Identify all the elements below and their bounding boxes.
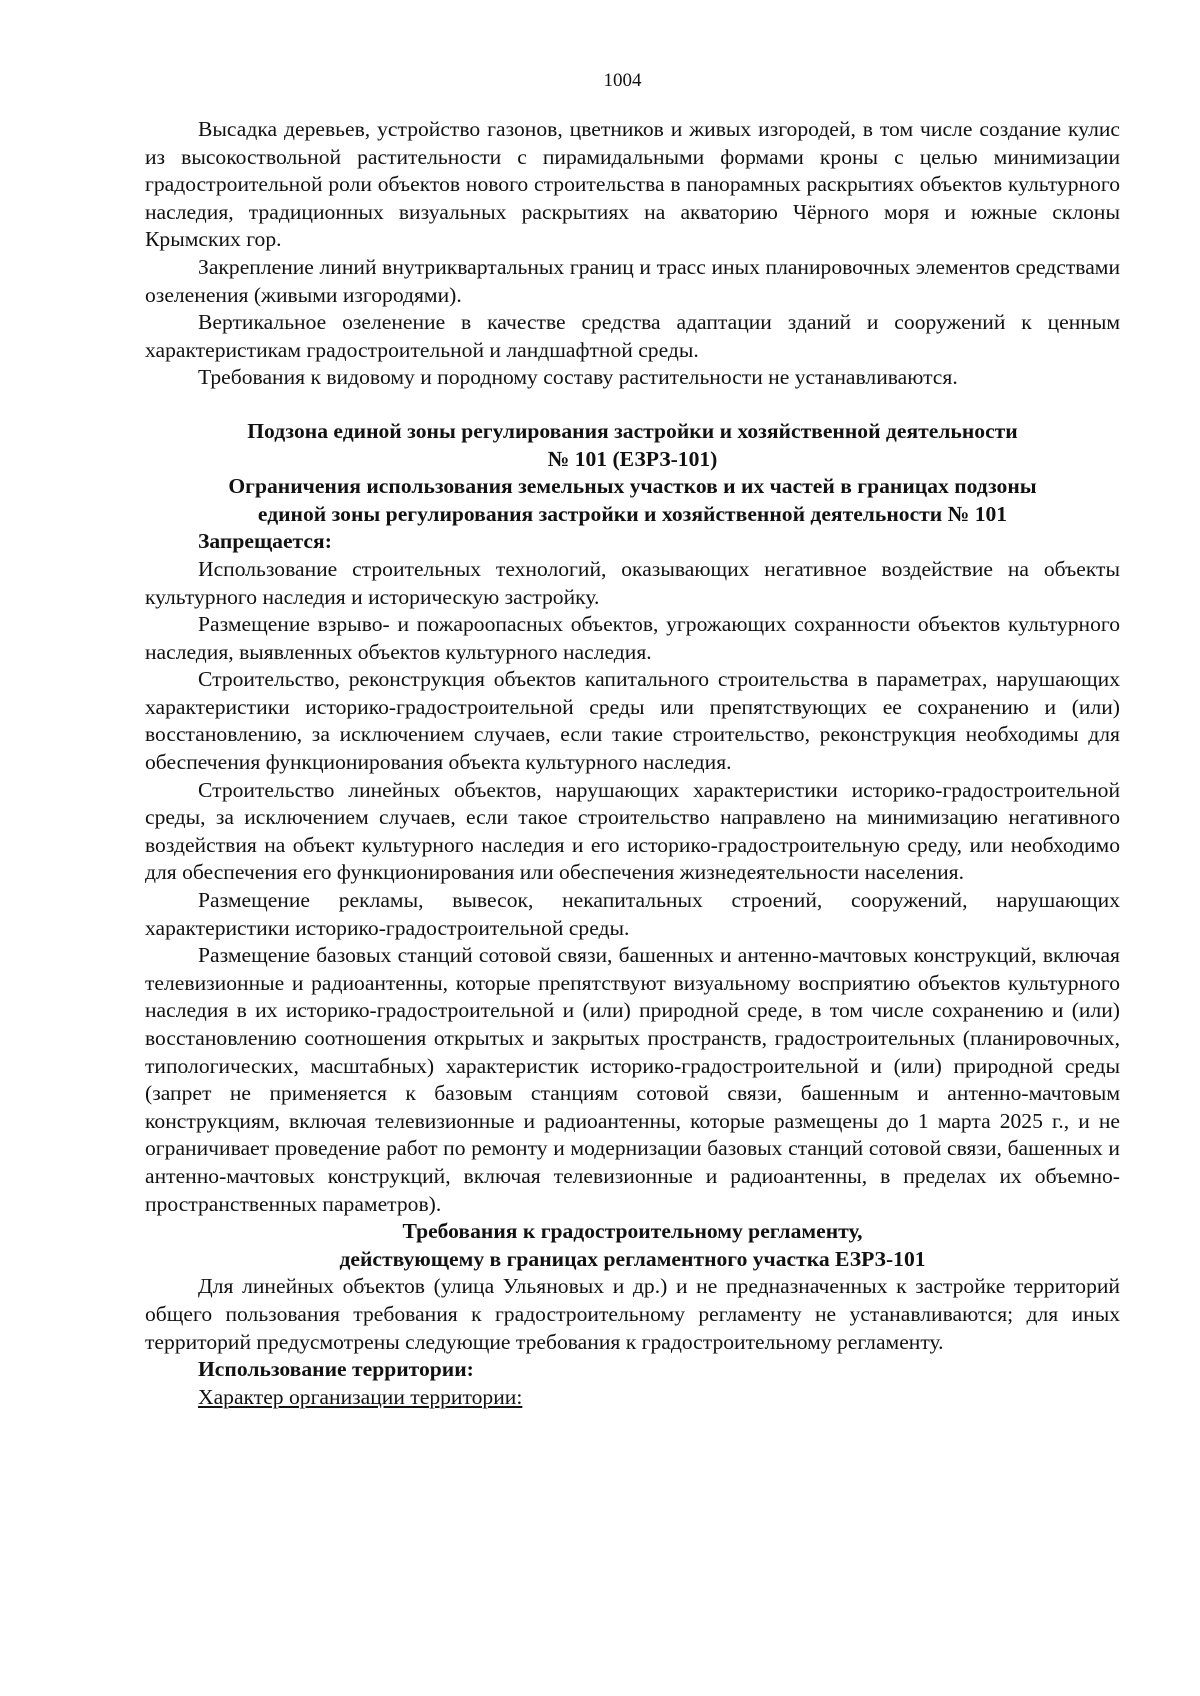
restrictions-title-cont: единой зоны регулирования застройки и хозяйственной деятельности № 101	[257, 501, 1008, 526]
restrictions-title: Ограничения использования земельных участков и их частей в границах подзоны	[228, 474, 1037, 499]
intro-paragraph: Высадка деревьев, устройство газонов, цветников и живых изгородей, в том числе создание кулис из высокоствольной растительности с пирамидальными формами кроны с целью минимизации градостроительной роли объектов нового строительства в панорамных раскрытиях объектов культурного наследия, традиционных визуальных раскрытиях на акваторию Чёрного моря и южные склоны Крымских гор.	[145, 117, 1120, 252]
prohibited-item: Строительство линейных объектов, нарушающих характеристики историко-градостроительной среды, за исключением случаев, если такое строительство направлено на минимизацию негативного воздействия на объект культурного наследия и его историко-градостроительную среду, или необходимо для обеспечения его функционирования или обеспечения жизнедеятельности населения.	[145, 777, 1120, 885]
intro-paragraph: Требования к видовому и породному составу растительности не устанавливаются.	[198, 365, 958, 390]
intro-paragraph: Закрепление линий внутриквартальных границ и трасс иных планировочных элементов средствами озеленения (живыми изгородями).	[145, 254, 1120, 307]
requirements-paragraph: Для линейных объектов (улица Ульяновых и др.) и не предназначенных к застройке территорий общего пользования требования к градостроительному регламенту не устанавливаются; для иных территорий предусмотрены следующие требования к градостроительному регламенту.	[145, 1274, 1120, 1354]
territory-character-label: Характер организации территории:	[198, 1384, 523, 1409]
subzone-title-number: № 101 (ЕЗРЗ-101)	[547, 446, 718, 471]
prohibited-item: Строительство, реконструкция объектов капитального строительства в параметрах, нарушающих характеристики историко-градостроительной среды или препятствующих ее сохранению и (или) восстановлению, за исключением случаев, если такие строительство, реконструкция необходимы для обеспечения функционирования объекта культурного наследия.	[145, 667, 1120, 775]
requirements-title: Требования к градостроительному регламенту,	[402, 1219, 863, 1244]
prohibited-item: Размещение рекламы, вывесок, некапитальных строений, сооружений, нарушающих характеристики историко-градостроительной среды.	[145, 888, 1120, 940]
prohibited-item: Размещение взрыво- и пожароопасных объектов, угрожающих сохранности объектов культурного наследия, выявленных объектов культурного наследия.	[145, 612, 1120, 664]
prohibited-label: Запрещается:	[198, 529, 332, 554]
subzone-title: Подзона единой зоны регулирования застройки и хозяйственной деятельности	[247, 418, 1018, 443]
prohibited-item: Размещение базовых станций сотовой связи, башенных и антенно-мачтовых конструкций, включая телевизионные и радиоантенны, которые препятствуют визуальному восприятию объектов культурного наследия в их историко-градостроительной и (или) природной среде, в том числе сохранению и (или) восстановлению соотношения открытых и закрытых пространств, градостроительных (планировочных, типологических, масштабных) характеристик историко-градостроительной и (или) природной среды (запрет не применяется к базовым станциям сотовой связи, башенным и антенно-мачтовым конструкциям, включая телевизионные и радиоантенны, которые размещены до 1 марта 2025 г., и не ограничивает проведение работ по ремонту и модернизации базовых станций сотовой связи, башенных и антенно-мачтовых конструкций, включая телевизионные и радиоантенны, в пределах их объемно-пространственных параметров).	[145, 943, 1120, 1216]
requirements-title-cont: действующему в границах регламентного участка ЕЗРЗ-101	[339, 1246, 926, 1271]
prohibited-item: Использование строительных технологий, оказывающих негативное воздействие на объекты культурного наследия и историческую застройку.	[145, 556, 1120, 609]
page-number: 1004	[603, 70, 642, 91]
intro-paragraph: Вертикальное озеленение в качестве средства адаптации зданий и сооружений к ценным характеристикам градостроительной и ландшафтной среды.	[145, 310, 1120, 362]
territory-use-label: Использование территории:	[198, 1357, 474, 1382]
